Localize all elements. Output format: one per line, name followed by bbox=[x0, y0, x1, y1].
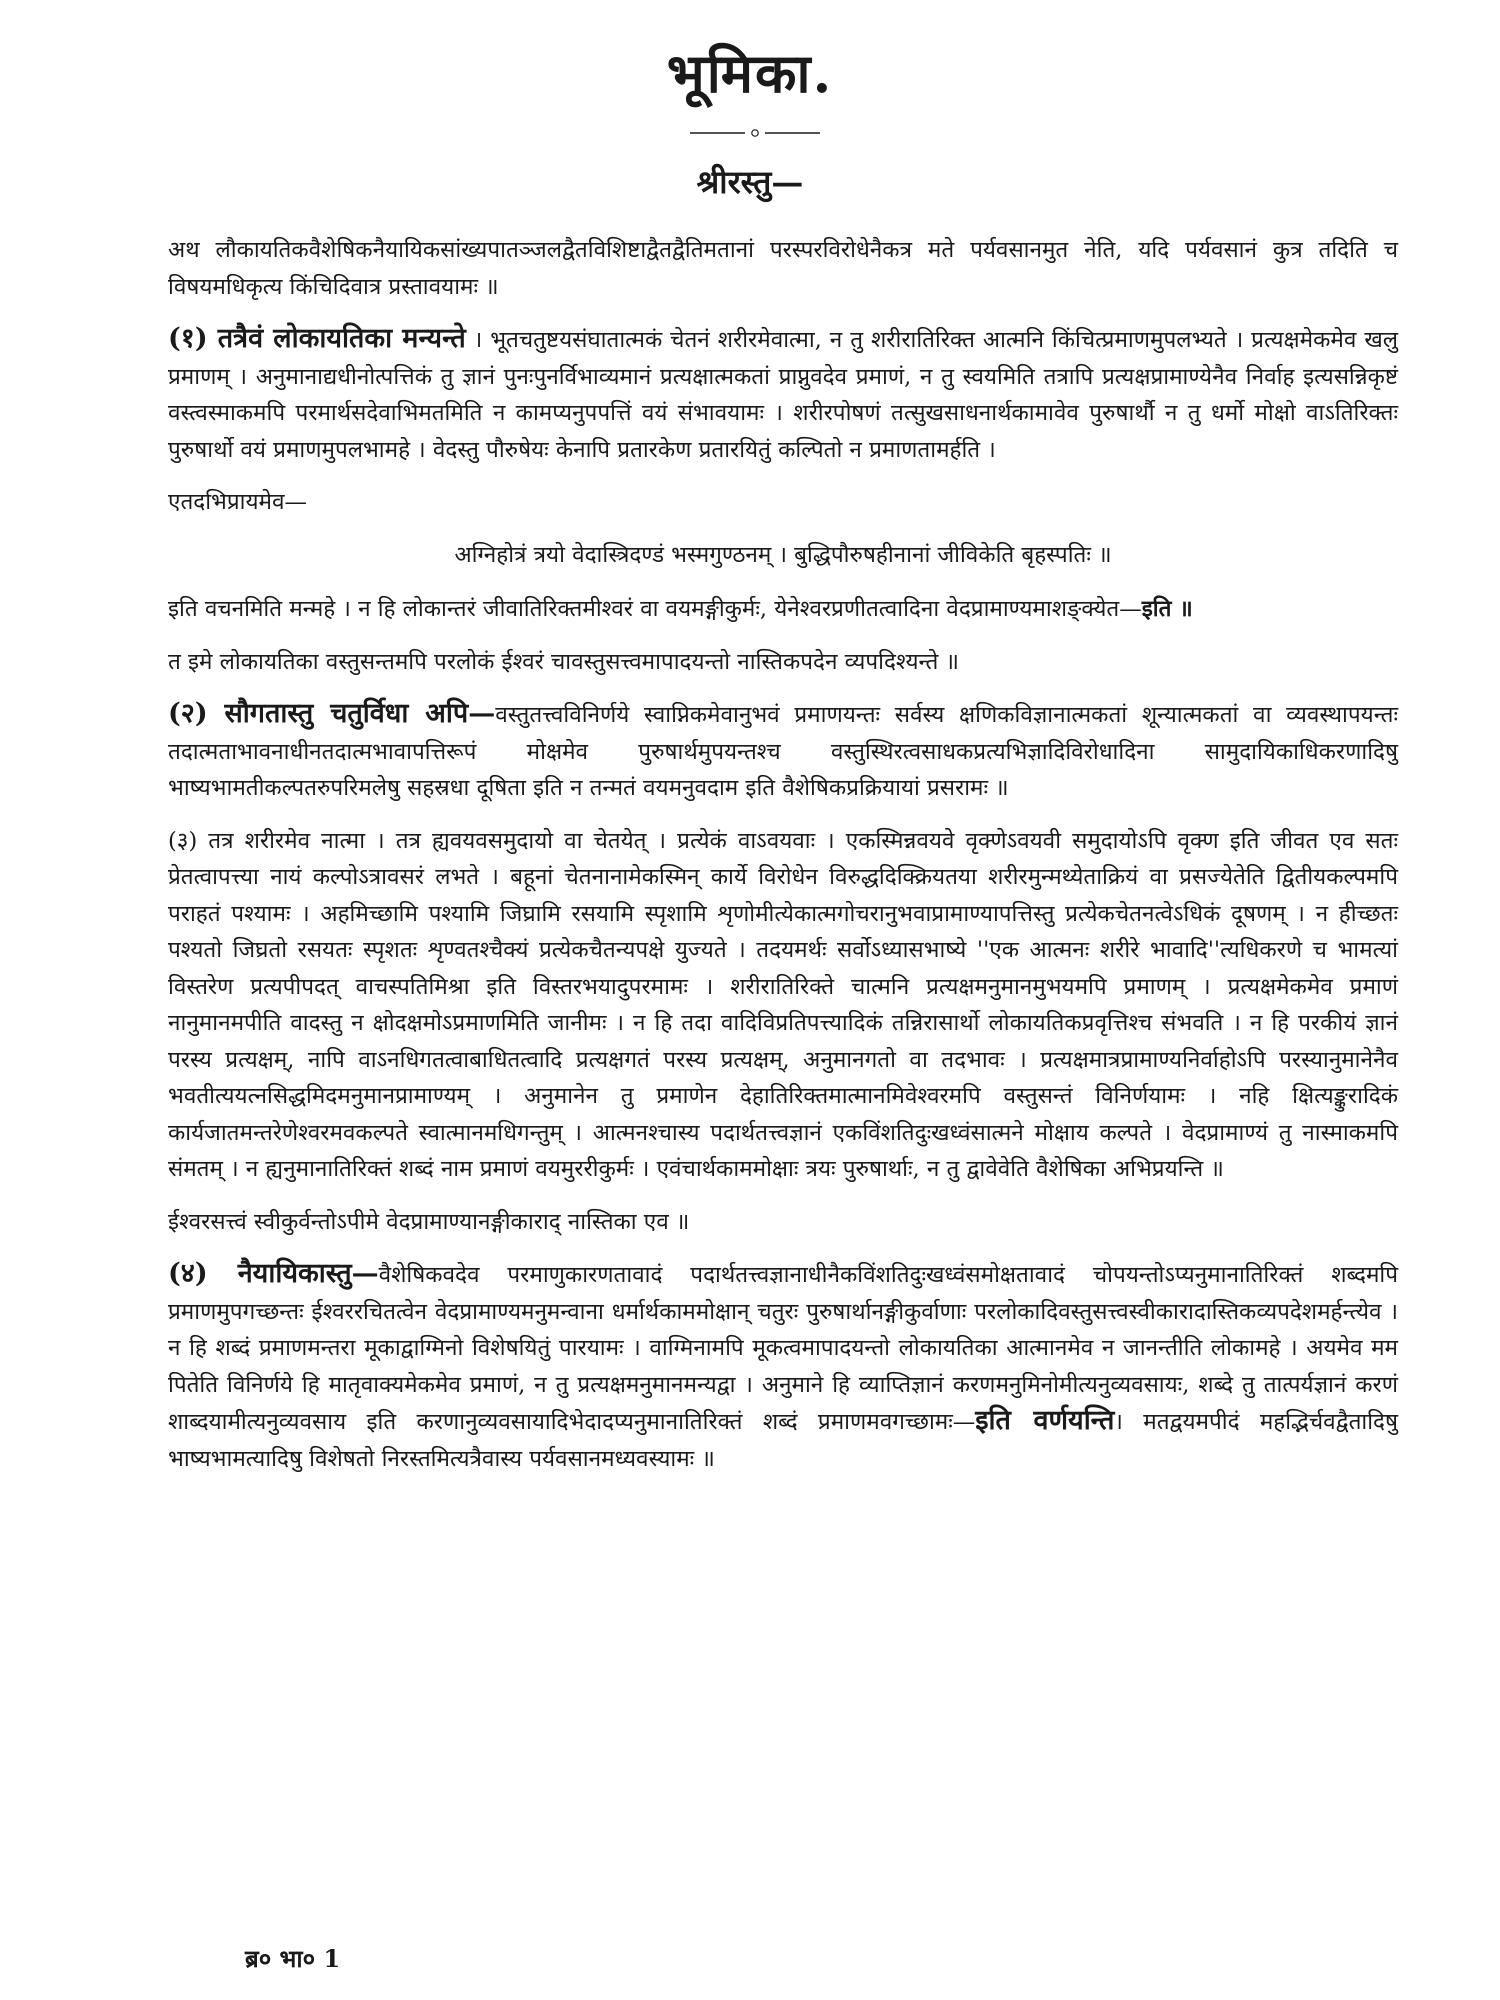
section-4-tail: । मतद्वयमपीदं महद्भिर्चवद्वैतादिषु भाष्यभामत्यादिषु विशेषतो निरस्तमित्यत्रैवास्य पर्यवसानमध्यवस्यामः ॥ bbox=[168, 1409, 1398, 1472]
section-1-iti: इति ॥ bbox=[1141, 596, 1193, 622]
section-1-after-text: इति वचनमिति मन्महे । न हि लोकान्तरं जीवातिरिक्तमीश्वरं वा वयमङ्गीकुर्मः, येनेश्वरप्रणीतत्वादिना वेदप्रामाण्यमाशङ्क्येत— bbox=[168, 596, 1142, 622]
intro-paragraph: अथ लौकायतिकवैशेषिकनैयायिकसांख्यपातञ्जलद्वैतविशिष्टाद्वैतद्वैतिमतानां परस्परविरोधेनैकत्र मते पर्यवसानमुत नेति, यदि पर्यवसानं कुत्र तदिति च विषयमधिकृत्य किंचिदिवात्र प्रस्तावयामः ॥ bbox=[168, 237, 1398, 300]
ornamental-divider bbox=[690, 128, 820, 138]
quoted-verse: अग्निहोत्रं त्रयो वेदास्त्रिदण्डं भस्मगुण्ठनम् । बुद्धिपौरुषहीनानां जीविकेति बृहस्पतिः ॥ bbox=[454, 541, 1112, 568]
page-footer-signature: ब्र० भा० 1 bbox=[245, 1944, 341, 1973]
section-1-text: । भूतचतुष्टयसंघातात्मकं चेतनं शरीरमेवात्मा, न तु शरीरातिरिक्त आत्मनि किंचित्प्रमाणमुपलभ्यते । प्रत्यक्षमेकमेव खलु प्रमाणम् । अनुमानाद्यधीनोत्पत्तिकं तु ज्ञानं पुनःपुनर्विभाव्यमानं प्रत्यक्षात्मकतां प्राप्नुवदेव प्रमाणं, न तु स्वयमिति तत्रापि प्रत्यक्षप्रामाण्येनैव निर्वाह इत्यसन्निकृष्टं वस्त्वस्माकमपि परमार्थसदेवाभिमतमिति न कामप्यनुपपत्तिं वयं संभावयामः । शरीरपोषणं तत्सुखसाधनार्थकामावेव पुरुषार्थौ न तु धर्मो मोक्षो वाऽतिरिक्तः पुरुषार्थो वयं प्रमाणमुपलभामहे । वेदस्तु पौरुषेयः केनापि प्रतारकेण प्रतारयितुं कल्पितो न प्रमाणतामर्हति । bbox=[168, 327, 1398, 463]
section-1-lead: एतदभिप्रायमेव— bbox=[168, 489, 308, 515]
section-3-paragraph: (३) तत्र शरीरमेव नात्मा । तत्र ह्यवयवसमुदायो वा चेतयेत् । प्रत्येकं वाऽवयवाः । एकस्मिन्नवयवे वृक्णेऽवयवी समुदायोऽपि वृक्ण इति जीवत एव सतः प्रेतत्वापत्त्या नायं कल्पोऽत्रावसरं लभते । बहूनां चेतनानामेकस्मिन् कार्ये विरोधेन विरुद्धदिक्क्रियतया शरीरमुन्मथ्येताक्रियं वा प्रसज्येतेति द्वितीयकल्पमपि पराहतं पश्यामः । अहमिच्छामि पश्यामि जिघ्रामि रसयामि स्पृशामि शृणोमीत्येकात्मगोचरानुभवाप्रामाण्यापत्तिस्तु प्रत्येकचेतनत्वेऽधिकं दूषणम् । न हीच्छतः पश्यतो जिघ्रतो रसयतः स्पृशतः शृण्वतश्चैक्यं प्रत्येकचैतन्यपक्षे युज्यते । तदयमर्थः सर्वोऽध्यासभाष्ये ''एक आत्मनः शरीरे भावादि''त्यधिकरणे च भामत्यां विस्तरेण प्रत्यपीपदत् वाचस्पतिमिश्रा इति विस्तरभयादुपरमामः । शरीरातिरिक्ते चात्मनि प्रत्यक्षमनुमानमुभयमपि प्रमाणम् । प्रत्यक्षमेकमेव प्रमाणं नानुमानमपीति वादस्तु न क्षोदक्षमोऽप्रमाणमिति जानीमः । न हि तदा वादिविप्रतिपत्त्यादिकं तन्निरासार्थो लोकायतिकप्रवृत्तिश्च संभवति । न हि परकीयं ज्ञानं परस्य प्रत्यक्षम्, नापि वाऽनधिगतत्वाबाधितत्वादि प्रत्यक्षगतं परस्य प्रत्यक्षम्, अनुमानगतो वा तदभावः । प्रत्यक्षमात्रप्रामाण्यनिर्वाहोऽपि परस्यानुमानेनैव भवतीत्ययत्नसिद्धमिदमनुमानप्रामाण्यम् । अनुमानेन तु प्रमाणेन देहातिरिक्तमात्मानमिवेश्वरमपि वस्तुसन्तं विनिर्णयामः । नहि क्षित्यङ्कुरादिकं कार्यजातमन्तरेणेश्वरमवकल्पते स्वात्मानमधिगन्तुम् । आत्मनश्चास्य पदार्थतत्त्वज्ञानं एकविंशतिदुःखध्वंसात्मने मोक्षाय कल्पते । वेदप्रामाण्यं तु नास्माकमपि संमतम् । न ह्यनुमानातिरिक्तं शब्दं नाम प्रमाणं वयमुररीकुर्मः । एवंचार्थकाममोक्षाः त्रयः पुरुषार्थाः, न तु द्वावेवेति वैशेषिका अभिप्रयन्ति ॥ bbox=[168, 827, 1398, 1182]
page-title: भूमिका. bbox=[666, 41, 834, 105]
section-1-after bbox=[168, 591, 1398, 628]
section-4-heading: (४) नैयायिकास्तु— bbox=[168, 1258, 379, 1289]
section-1-paragraph bbox=[168, 321, 1398, 468]
section-4-text: वैशेषिकवदेव परमाणुकारणतावादं पदार्थतत्त्वज्ञानाधीनैकविंशतिदुःखध्वंसमोक्षतावादं चोपयन्तोऽप्यनुमानातिरिक्तं शब्दमपि प्रमाणमुपगच्छन्तः ईश्वररचितत्वेन वेदप्रामाण्यमनुमन्वाना धर्मार्थकाममोक्षान् चतुरः पुरुषार्थानङ्गीकुर्वाणाः परलोकादिवस्तुसत्त्वस्वीकारादास्तिकव्यपदेशमर्हन्त्येव । न हि शब्दं प्रमाणमन्तरा मूकाद्वाग्मिनो विशेषयितुं पारयामः । वाग्मिनामपि मूकत्वमापादयन्तो लोकायतिका आत्मानमेव न जानन्तीति लोकामहे । अयमेव मम पितेति विनिर्णये हि मातृवाक्यमेकमेव प्रमाणं, न तु प्रत्यक्षमनुमानमन्यद्वा । अनुमाने हि व्याप्तिज्ञानं करणमनुमिनोमीत्यनुव्यवसायः, शब्दे तु तात्पर्यज्ञानं करणं शाब्दयामीत्यनुव्यवसाय इति करणानुव्यवसायादिभेदादप्यनुमानातिरिक्तं शब्दं प्रमाणमवगच्छामः— bbox=[168, 1262, 1399, 1435]
section-3-close: ईश्वरसत्त्वं स्वीकुर्वन्तोऽपीमे वेदप्रामाण्यानङ्गीकाराद् नास्तिका एव ॥ bbox=[168, 1208, 690, 1235]
document-body bbox=[168, 232, 1398, 1493]
section-2-paragraph bbox=[168, 696, 1398, 807]
section-2-text: वस्तुतत्त्वविनिर्णये स्वाप्निकमेवानुभवं प्रमाणयन्तः सर्वस्य क्षणिकविज्ञानात्मकतां शून्यात्मकतां वा व्यवस्थापयन्तः तदात्मताभावनाधीनतदात्मभावापत्तिरूपं मोक्षमेव पुरुषार्थमुपयन्तश्च वस्तुस्थिरत्वसाधकप्रत्यभिज्ञादिविरोधादिना सामुदायिकाधिकरणादिषु भाष्यभामतीकल्पतरुपरिमलेषु सहस्रधा दूषिता इति न तन्मतं वयमनुवदाम इति वैशेषिकप्रक्रियायां प्रसरामः ॥ bbox=[168, 702, 1398, 801]
section-1-close: त इमे लोकायतिका वस्तुसन्तमपि परलोकं ईश्वरं चावस्तुसत्त्वमापादयन्तो नास्तिकपदेन व्यपदिश्यन्ते ॥ bbox=[168, 648, 959, 675]
section-2-heading: (२) सौगतास्तु चतुर्विधा अपि— bbox=[168, 698, 496, 729]
section-4-bold: इति वर्णयन्ति bbox=[975, 1405, 1115, 1436]
section-1-heading: (१) तत्रैवं लोकायतिका मन्यन्ते bbox=[168, 323, 466, 354]
invocation-heading: श्रीरस्तु— bbox=[696, 163, 804, 201]
section-4-paragraph bbox=[168, 1256, 1398, 1477]
